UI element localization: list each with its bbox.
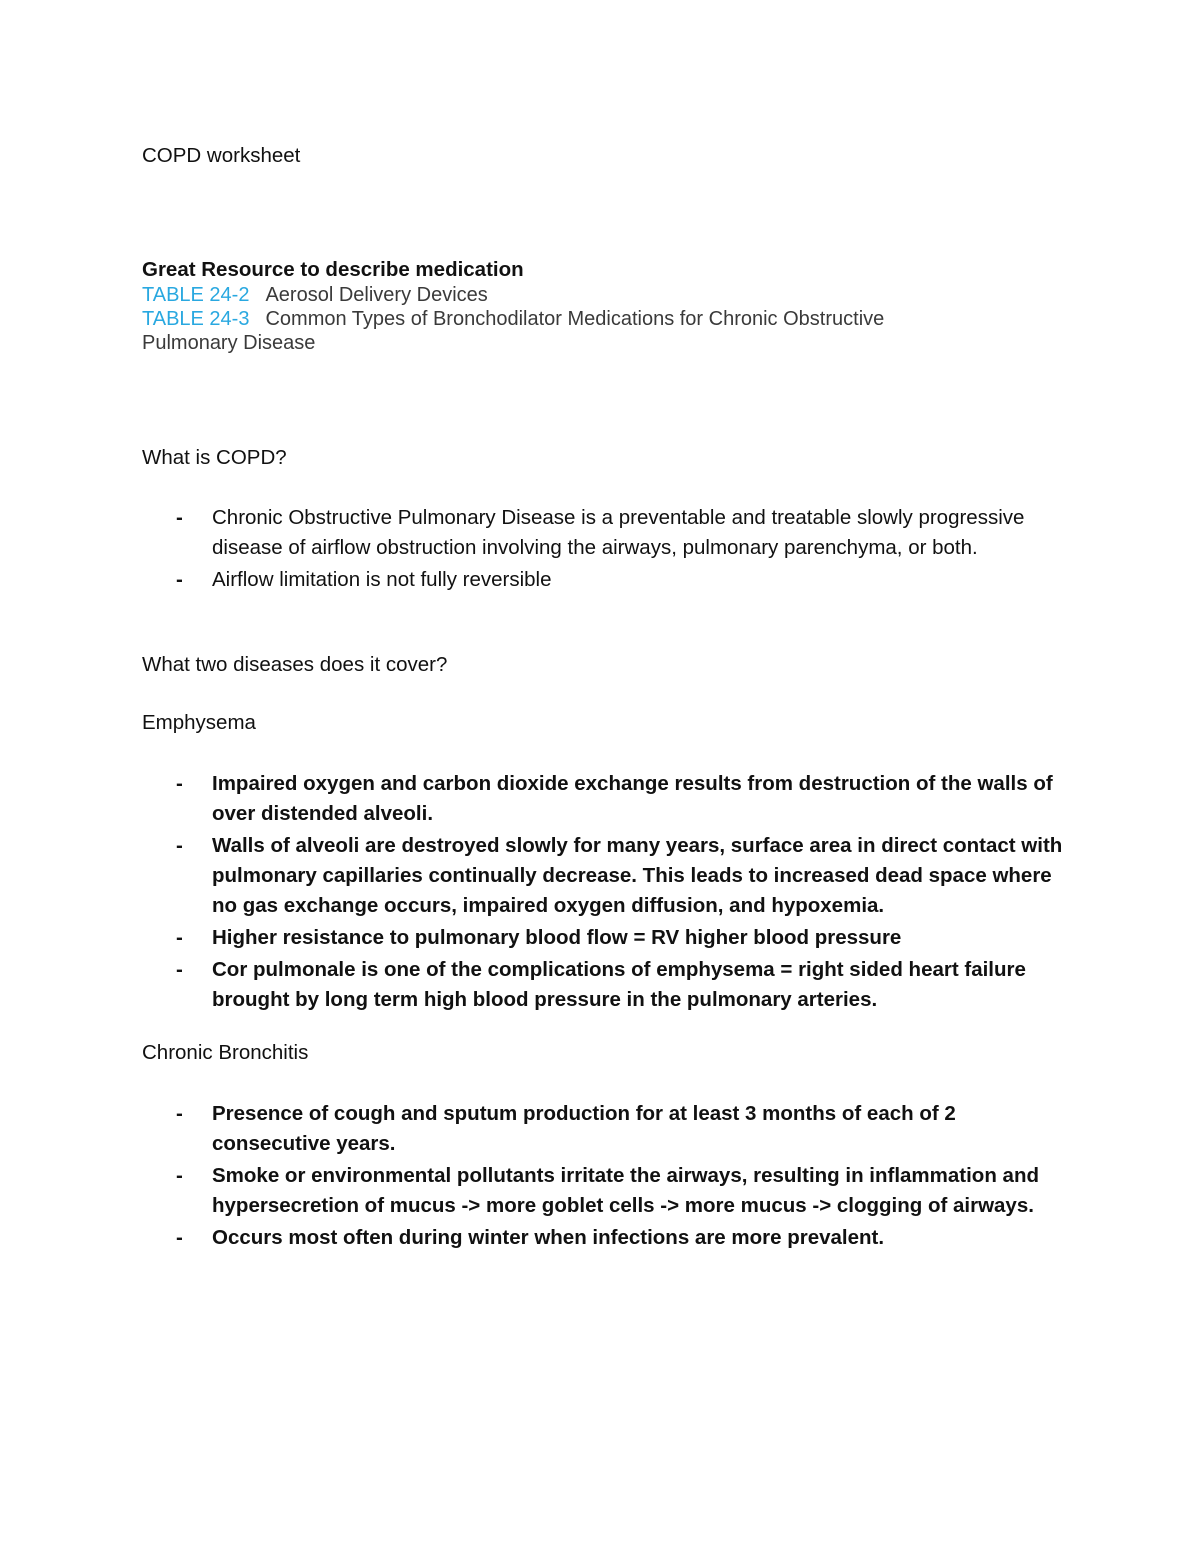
resource-heading: Great Resource to describe medication — [142, 258, 524, 281]
list-item — [142, 955, 1072, 1015]
list-item — [142, 1223, 1072, 1253]
list-item — [142, 1161, 1072, 1221]
list-item — [142, 1099, 1072, 1159]
table-title-continuation: Pulmonary Disease — [142, 332, 316, 354]
list-item-text: Chronic Obstructive Pulmonary Disease is a preventable and treatable slowly progressive disease of airflow obstruction involving the airways, pulmonary parenchyma, or both. — [212, 506, 1025, 559]
list-item-text: Smoke or environmental pollutants irritate the airways, resulting in inflammation and hypersecretion of mucus -> more goblet cells -> more mucus -> clogging of airways. — [212, 1164, 1039, 1217]
dash-bullet: - — [176, 834, 183, 857]
list-item — [142, 769, 1072, 829]
dash-bullet: - — [176, 1102, 183, 1125]
dash-bullet: - — [176, 1226, 183, 1249]
emphysema-heading: Emphysema — [142, 711, 256, 734]
what-is-copd-list — [142, 503, 1072, 595]
list-item-text: Impaired oxygen and carbon dioxide exchange results from destruction of the walls of over distended alveoli. — [212, 772, 1053, 825]
table-reference-2 — [142, 307, 884, 331]
list-item-text: Occurs most often during winter when infections are more prevalent. — [212, 1226, 885, 1249]
table-number: TABLE 24-2 — [142, 284, 250, 306]
list-item — [142, 923, 1072, 953]
dash-bullet: - — [176, 772, 183, 795]
list-item — [142, 831, 1072, 921]
list-item-text: Higher resistance to pulmonary blood flow = RV higher blood pressure — [212, 926, 902, 949]
chronic-bronchitis-list — [142, 1099, 1072, 1253]
table-number: TABLE 24-3 — [142, 308, 250, 330]
table-title: Common Types of Bronchodilator Medications for Chronic Obstructive — [265, 308, 885, 330]
list-item-text: Presence of cough and sputum production for at least 3 months of each of 2 consecutive years. — [212, 1102, 956, 1155]
list-item-text: Airflow limitation is not fully reversible — [212, 568, 552, 591]
list-item — [142, 565, 1072, 595]
table-reference-1 — [142, 283, 488, 307]
list-item — [142, 503, 1072, 563]
dash-bullet: - — [176, 568, 183, 591]
what-is-copd-question: What is COPD? — [142, 446, 287, 469]
dash-bullet: - — [176, 1164, 183, 1187]
dash-bullet: - — [176, 506, 183, 529]
list-item-text: Cor pulmonale is one of the complications of emphysema = right sided heart failure brought by long term high blood pressure in the pulmonary arteries. — [212, 958, 1026, 1011]
dash-bullet: - — [176, 926, 183, 949]
two-diseases-question: What two diseases does it cover? — [142, 653, 448, 676]
dash-bullet: - — [176, 958, 183, 981]
emphysema-list — [142, 769, 1072, 1015]
table-title: Aerosol Delivery Devices — [265, 284, 488, 306]
document-title: COPD worksheet — [142, 144, 301, 167]
chronic-bronchitis-heading: Chronic Bronchitis — [142, 1041, 309, 1064]
list-item-text: Walls of alveoli are destroyed slowly for many years, surface area in direct contact with pulmonary capillaries continually decrease. This leads to increased dead space where no gas exchange occurs, impaired oxygen diffusion, and hypoxemia. — [212, 834, 1063, 917]
